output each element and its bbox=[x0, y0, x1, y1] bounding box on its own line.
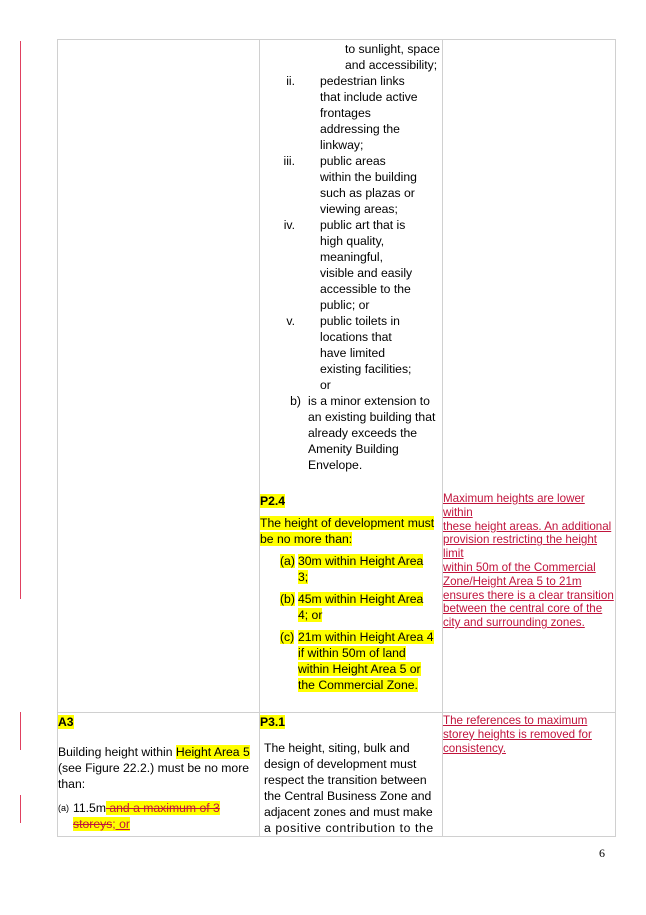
text-line: the Commercial Zone. bbox=[298, 678, 418, 692]
p3-1-heading: P3.1 bbox=[260, 715, 286, 729]
list-item bbox=[260, 591, 442, 623]
text-line: The references to maximum bbox=[443, 714, 588, 727]
list-item bbox=[260, 217, 442, 313]
a3-heading: A3 bbox=[58, 715, 74, 729]
planning-provisions-table bbox=[57, 39, 616, 837]
text-line: the Central Business Zone and bbox=[264, 789, 432, 803]
text-line: within Height Area 5 or bbox=[298, 662, 421, 676]
text-line: ensures there is a clear transition bbox=[443, 588, 614, 602]
text-line: and accessibility; bbox=[345, 58, 438, 72]
text-line: The height, siting, bulk and bbox=[264, 741, 410, 755]
text-line: consistency. bbox=[443, 741, 506, 755]
deleted-text: storeys bbox=[73, 817, 113, 831]
table-row bbox=[58, 40, 616, 713]
text-line: Amenity Building bbox=[308, 442, 399, 456]
inserted-text: ; or bbox=[112, 817, 130, 831]
list-item bbox=[260, 313, 442, 393]
text-segment: Building height within bbox=[58, 745, 176, 759]
list-letter: (c) bbox=[280, 630, 295, 644]
list-letter: (a) bbox=[58, 803, 69, 813]
text-line: 45m within Height Area bbox=[298, 592, 424, 606]
text-line: Zone/Height Area 5 to 21m bbox=[443, 574, 582, 588]
deleted-text: and a maximum of 3 bbox=[105, 801, 220, 815]
list-item bbox=[260, 629, 442, 693]
text-line: 30m within Height Area bbox=[298, 554, 424, 568]
text-line: accessible to the bbox=[320, 282, 411, 296]
text-line: visible and easily bbox=[320, 266, 413, 280]
text-line: linkway; bbox=[320, 138, 364, 152]
text-line: than: bbox=[58, 777, 86, 791]
reasons-cell bbox=[443, 713, 616, 837]
text-line: these height areas. An additional bbox=[443, 519, 612, 533]
text-line: already exceeds the bbox=[308, 426, 418, 440]
change-bar-1 bbox=[20, 41, 21, 599]
text-line: Envelope. bbox=[308, 458, 363, 472]
text-line: public art that is bbox=[320, 218, 406, 232]
text-line: addressing the bbox=[320, 122, 400, 136]
list-item bbox=[58, 800, 259, 832]
text-line: to sunlight, space bbox=[345, 42, 440, 56]
list-item bbox=[260, 153, 442, 217]
text-line: respect the transition between bbox=[264, 773, 427, 787]
list-number: iii. bbox=[283, 154, 295, 168]
list-letter: b) bbox=[290, 394, 301, 408]
text-line: meaningful, bbox=[320, 250, 384, 264]
text-line: 21m within Height Area 4 bbox=[298, 630, 434, 644]
text-line: city and surrounding zones. bbox=[443, 616, 585, 630]
list-letter: (b) bbox=[280, 592, 295, 606]
text-line: storey heights is removed for bbox=[443, 727, 592, 741]
text-line: an existing building that bbox=[308, 410, 436, 424]
text-line: be no more than: bbox=[260, 532, 353, 546]
text-line: provision restricting the height limit bbox=[443, 533, 598, 561]
page-number: 6 bbox=[599, 846, 605, 860]
text-line: within 50m of the Commercial bbox=[443, 560, 596, 574]
reasons-cell bbox=[443, 40, 616, 713]
text-segment: 11.5m bbox=[73, 801, 106, 815]
change-bar-3 bbox=[20, 795, 21, 823]
highlighted-text: Height Area 5 bbox=[175, 745, 250, 759]
text-line: design of development must bbox=[264, 757, 417, 771]
list-number: v. bbox=[286, 314, 295, 328]
list-number: ii. bbox=[286, 74, 295, 88]
text-line: locations that bbox=[320, 330, 392, 344]
performance-criteria-cell bbox=[260, 713, 443, 837]
text-line: Maximum heights are lower within bbox=[443, 492, 585, 519]
list-item bbox=[260, 73, 442, 153]
text-line: such as plazas or bbox=[320, 186, 415, 200]
text-line: if within 50m of land bbox=[298, 646, 406, 660]
text-line: frontages bbox=[320, 106, 371, 120]
text-line: public toilets in bbox=[320, 314, 400, 328]
text-line: public; or bbox=[320, 298, 370, 312]
text-line: between the central core of the bbox=[443, 602, 603, 616]
text-line: public areas bbox=[320, 154, 386, 168]
text-line: within the building bbox=[320, 170, 417, 184]
text-line: 3; bbox=[298, 570, 309, 584]
text-line: The height of development must bbox=[260, 516, 435, 530]
text-line: viewing areas; bbox=[320, 202, 398, 216]
list-letter: (a) bbox=[280, 554, 295, 568]
list-item bbox=[260, 393, 442, 473]
text-line: that include active bbox=[320, 90, 418, 104]
text-line: or bbox=[320, 378, 331, 392]
list-item bbox=[260, 553, 442, 585]
text-line: adjacent zones and must make bbox=[264, 805, 433, 819]
list-number: iv. bbox=[283, 218, 295, 232]
acceptable-solution-cell-empty bbox=[58, 40, 260, 713]
text-line: (see Figure 22.2.) must be no more bbox=[58, 761, 250, 775]
text-line: is a minor extension to bbox=[308, 394, 430, 408]
acceptable-solution-cell bbox=[58, 713, 260, 837]
performance-criteria-cell bbox=[260, 40, 443, 713]
p2-4-heading: P2.4 bbox=[260, 494, 286, 508]
text-line: a positive contribution to the bbox=[264, 821, 434, 835]
text-line: pedestrian links bbox=[320, 74, 405, 88]
text-line: have limited bbox=[320, 346, 386, 360]
text-line: high quality, bbox=[320, 234, 385, 248]
change-bar-2 bbox=[20, 712, 21, 750]
text-line: existing facilities; bbox=[320, 362, 412, 376]
text-line: 4; or bbox=[298, 608, 323, 622]
table-row bbox=[58, 713, 616, 837]
roman-item-continuation bbox=[260, 41, 442, 73]
p2-4-section bbox=[260, 493, 442, 693]
